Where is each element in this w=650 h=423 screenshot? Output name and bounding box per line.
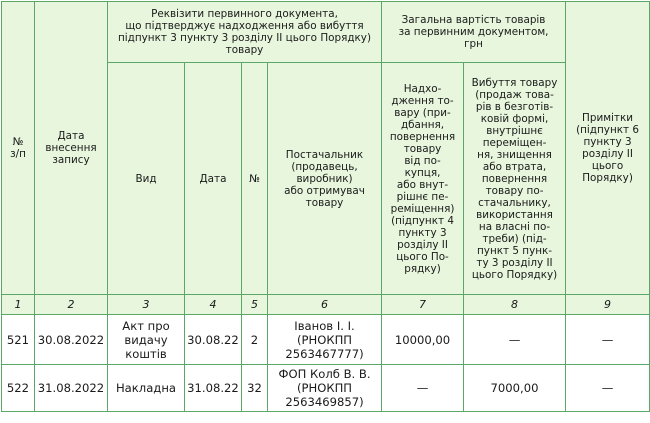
column-number: 7 [382,295,464,315]
column-number: 6 [268,295,382,315]
column-number: 8 [464,295,566,315]
col-header-notes: Примітки (підпункт 6 пункту 3 розділу ІІ цього Порядку) [566,2,650,295]
column-number: 2 [35,295,108,315]
cell-outgo: — [464,315,566,365]
cell-doc-date: 30.08.22 [185,315,242,365]
cell-doc-type: Акт про видачу коштів [108,315,185,365]
cell-income: 10000,00 [382,315,464,365]
goods-ledger-table [1,1,650,412]
cell-doc-type: Накладна [108,365,185,412]
column-number: 1 [2,295,35,315]
column-number: 4 [185,295,242,315]
column-number: 9 [566,295,650,315]
column-number: 5 [242,295,268,315]
table-row [2,315,650,365]
cell-entry-date: 31.08.2022 [35,365,108,412]
cell-number: 522 [2,365,35,412]
col-header-doc-type: Вид [108,63,185,295]
col-header-doc-number: № [242,63,268,295]
cell-outgo: 7000,00 [464,365,566,412]
cell-notes: — [566,315,650,365]
col-header-outgo: Вибуття товару (продаж това- рів в безготів- ковій формі, внутрішнє переміщен- ня, знищення або втрата, повернення товару по- стачальнику, використання на власні по- треби) (під- пункт 5 пунк- ту 3 розділу ІІ цього Порядку) [464,63,566,295]
cell-supplier: ФОП Колб В. В. (РНОКПП 2563469857) [268,365,382,412]
header-row-group [2,2,650,63]
col-header-doc-date: Дата [185,63,242,295]
cell-number: 521 [2,315,35,365]
column-number-row [2,295,650,315]
col-header-supplier: Постачальник (продавець, виробник) або отримувач товару [268,63,382,295]
cell-doc-date: 31.08.22 [185,365,242,412]
cell-entry-date: 30.08.2022 [35,315,108,365]
cell-income: — [382,365,464,412]
col-header-entry-date: Дата внесення запису [35,2,108,295]
col-header-income: Надхо- дження то- вару (при- дбання, повернення товару від по- купця, або внут- рішнє пе- реміщення) (підпункт 4 пункту 3 розділу ІІ цього По- рядку) [382,63,464,295]
cell-supplier: Іванов І. І. (РНОКПП 2563467777) [268,315,382,365]
cell-doc-number: 2 [242,315,268,365]
cell-doc-number: 32 [242,365,268,412]
table-row [2,365,650,412]
col-header-number: № з/п [2,2,35,295]
cell-notes: — [566,365,650,412]
column-number: 3 [108,295,185,315]
col-header-total-value: Загальна вартість товарів за первинним документом, грн [382,2,566,63]
col-header-document-details: Реквізити первинного документа, що підтверджує надходження або вибуття підпункт 3 пункту 3 розділу ІІ цього Порядку) товару [108,2,382,63]
